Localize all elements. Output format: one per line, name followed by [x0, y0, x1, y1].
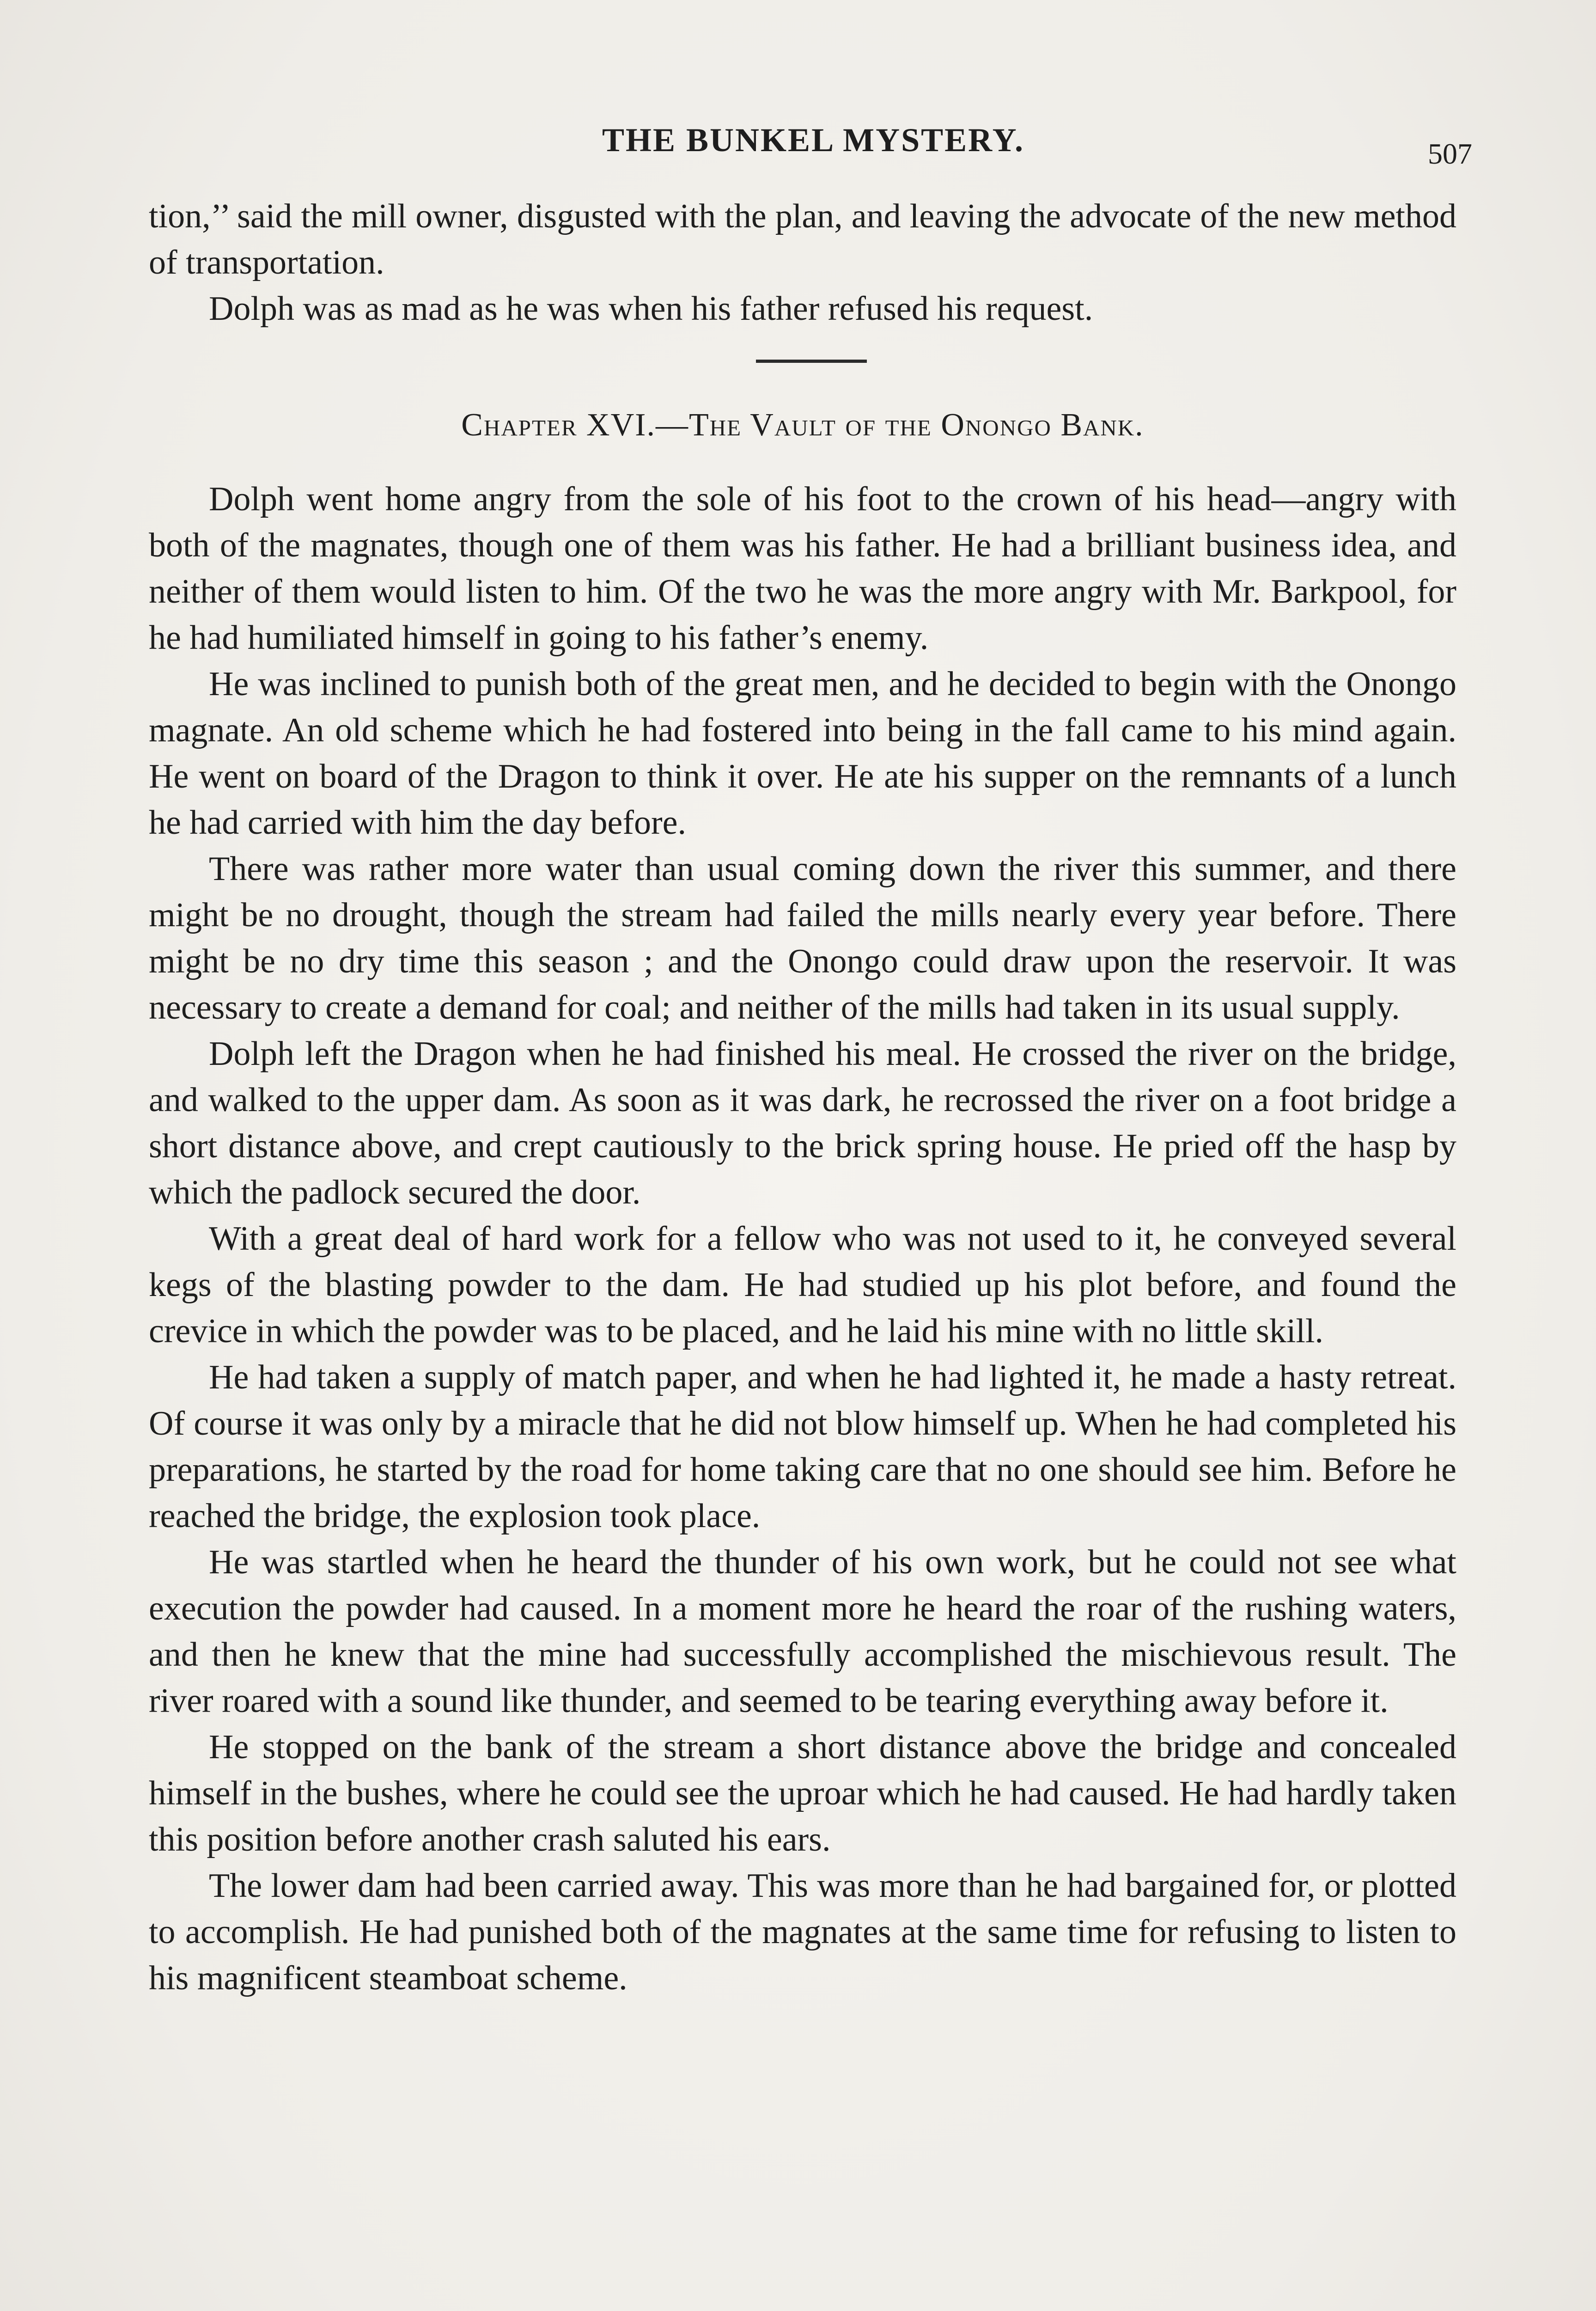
page-number: 507: [1428, 137, 1472, 170]
paragraph: There was rather more water than usual coming down the river this summer, and there might be no drought, though the stream had failed the mills nearly every year before. There might be no dry time this season ; and the Onongo could draw upon the reservoir. It was necessary to create a demand for coal; and neither of the mills had taken in its usual supply.: [149, 850, 1456, 1027]
paragraph: The lower dam had been carried away. This was more than he had bargained for, or plotted to accomplish. He had punished both of the magnates at the same time for refusing to listen to his magnificent steamboat scheme.: [149, 1867, 1456, 1997]
paragraph: He was inclined to punish both of the great men, and he decided to begin with the Onongo magnate. An old scheme which he had fostered into being in the fall came to his mind again. He went on board of the Dragon to think it over. He ate his supper on the remnants of a lunch he had carried with him the day before.: [149, 665, 1456, 842]
paragraph: Dolph left the Dragon when he had finished his meal. He crossed the river on the bridge, and walked to the upper dam. As soon as it was dark, he recrossed the river on a foot bridge a short distance above, and crept cautiously to the brick spring house. He pried off the hasp by which the padlock secured the door.: [149, 1035, 1456, 1211]
section-divider: [756, 360, 867, 363]
paragraph: Dolph went home angry from the sole of his foot to the crown of his head—angry with both of the magnates, though one of them was his father. He had a brilliant business idea, and neither of them would listen to him. Of the two he was the more angry with Mr. Barkpool, for he had humiliated himself in going to his father’s enemy.: [149, 480, 1456, 657]
top-text-block: [149, 193, 1456, 332]
chapter-body: [149, 476, 1456, 2001]
chapter-title: Chapter XVI.—The Vault of the Onongo Bank.: [461, 407, 1144, 443]
paragraph: With a great deal of hard work for a fellow who was not used to it, he conveyed several kegs of the blasting powder to the dam. He had studied up his plot before, and found the crevice in which the powder was to be placed, and he laid his mine with no little skill.: [149, 1220, 1456, 1350]
paragraph: He was startled when he heard the thunder of his own work, but he could not see what execution the powder had caused. In a moment more he heard the roar of the rushing waters, and then he knew that the mine had successfully accomplished the mischievous result. The river roared with a sound like thunder, and seemed to be tearing everything away before it.: [149, 1543, 1456, 1720]
paragraph: He stopped on the bank of the stream a short distance above the bridge and concealed himself in the bushes, where he could see the uproar which he had caused. He had hardly taken this position before another crash saluted his ears.: [149, 1728, 1456, 1859]
running-title: THE BUNKEL MYSTERY.: [602, 122, 1025, 159]
paragraph-continuation: tion,’’ said the mill owner, disgusted with the plan, and leaving the advocate of the new method of transportation.: [149, 197, 1456, 281]
paragraph: He had taken a supply of match paper, and when he had lighted it, he made a hasty retreat. Of course it was only by a miracle that he did not blow himself up. When he had completed his preparations, he started by the road for home taking care that no one should see him. Before he reached the bridge, the explosion took place.: [149, 1358, 1456, 1535]
paragraph: Dolph was as mad as he was when his father refused his request.: [209, 290, 1093, 328]
